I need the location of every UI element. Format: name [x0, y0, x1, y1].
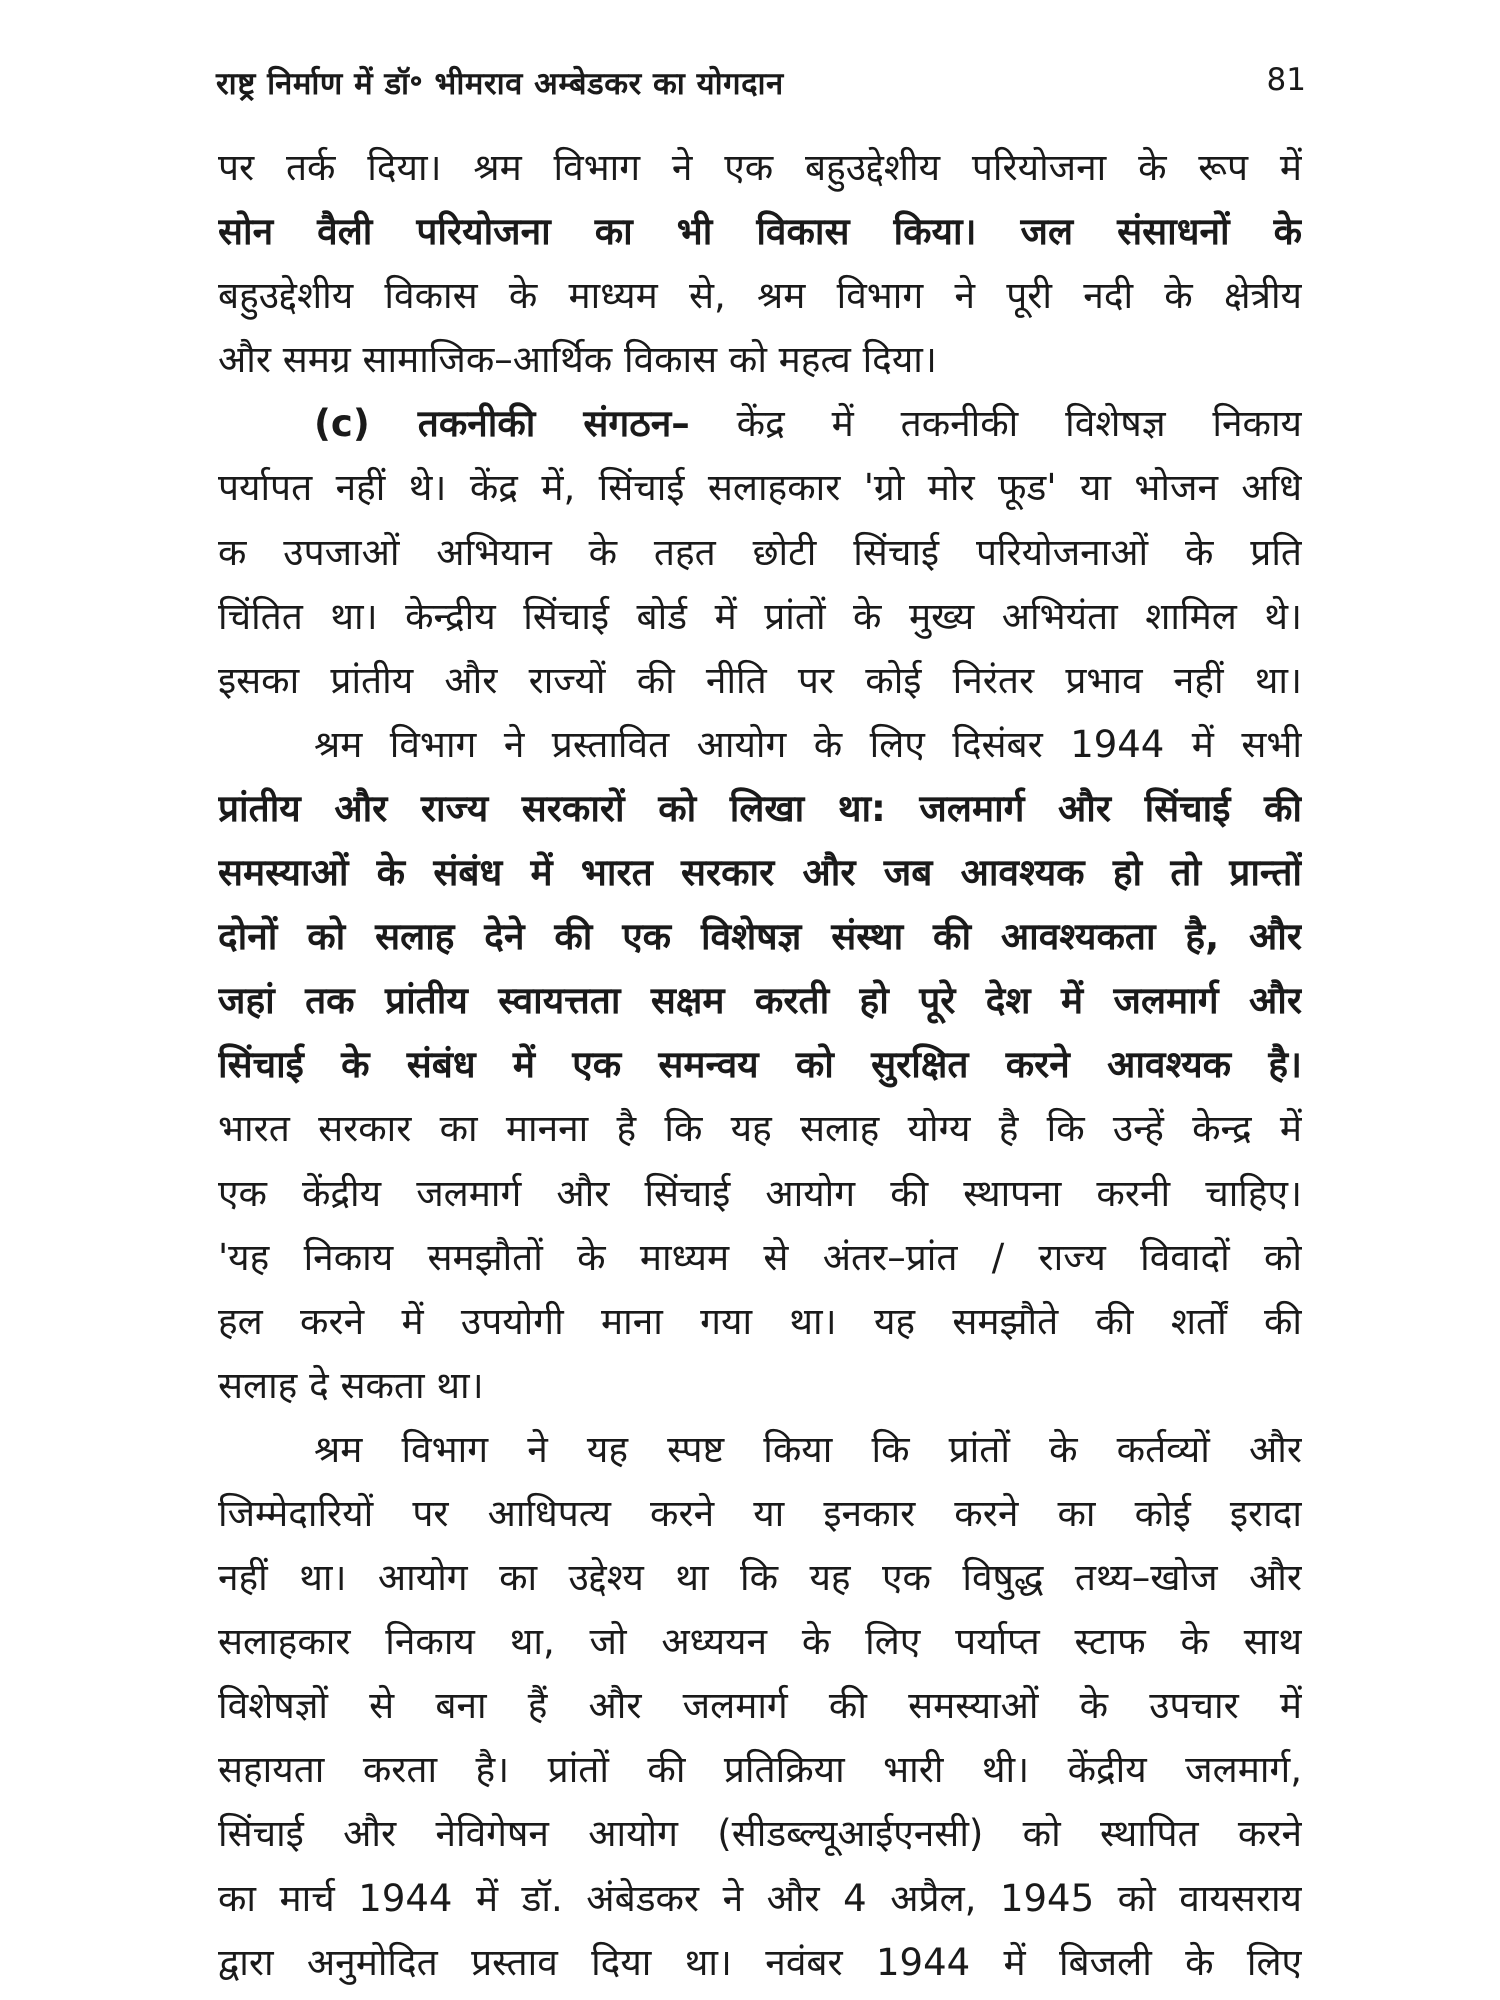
- text-line: बहुउद्देशीय विकास के माध्यम से, श्रम विभाग ने पूरी नदी के क्षेत्रीय: [218, 274, 1302, 318]
- running-header: [216, 62, 1306, 114]
- text-line: प्रांतीय और राज्य सरकारों को लिखा था: जलमार्ग और सिंचाई की: [218, 786, 1302, 830]
- text-line: सिंचाई के संबंध में एक समन्वय को सुरक्षित करने आवश्यक है।: [218, 1043, 1302, 1087]
- text-line: पर तर्क दिया। श्रम विभाग ने एक बहुउद्देशीय परियोजना के रूप में: [218, 146, 1302, 189]
- text-line: नहीं था। आयोग का उद्देश्य था कि यह एक विषुद्ध तथ्य–खोज और: [218, 1556, 1302, 1600]
- page-number: 81: [1266, 62, 1306, 98]
- text-line: सोन वैली परियोजना का भी विकास किया। जल संसाधनों के: [218, 210, 1302, 254]
- text-line: चिंतित था। केन्द्रीय सिंचाई बोर्ड में प्रांतों के मुख्य अभियंता शामिल थे।: [218, 594, 1302, 638]
- text-line: श्रम विभाग ने यह स्पष्ट किया कि प्रांतों के कर्तव्यों और: [314, 1427, 1302, 1471]
- text-line: जिम्मेदारियों पर आधिपत्य करने या इनकार करने का कोई इरादा: [218, 1491, 1302, 1535]
- text-line: सलाह दे सकता था।: [218, 1363, 484, 1407]
- section-heading: (c) तकनीकी संगठन–: [314, 402, 690, 446]
- text-line: सिंचाई और नेविगेषन आयोग (सीडब्ल्यूआईएनसी) को स्थापित करने: [218, 1812, 1302, 1856]
- text-line: हल करने में उपयोगी माना गया था। यह समझौते की शर्तों की: [218, 1299, 1302, 1343]
- text-line: एक केंद्रीय जलमार्ग और सिंचाई आयोग की स्थापना करनी चाहिए।: [218, 1171, 1302, 1215]
- text-line: विशेषज्ञों से बना हैं और जलमार्ग की समस्याओं के उपचार में: [218, 1684, 1302, 1728]
- text-line: सलाहकार निकाय था, जो अध्ययन के लिए पर्याप्त स्टाफ के साथ: [218, 1620, 1302, 1664]
- body-text: [218, 136, 1302, 1995]
- text-line: पर्यापत नहीं थे। केंद्र में, सिंचाई सलाहकार 'ग्रो मोर फूड' या भोजन अधि: [218, 466, 1302, 510]
- text-line: जहां तक प्रांतीय स्वायत्तता सक्षम करती हो पूरे देश में जलमार्ग और: [218, 979, 1302, 1023]
- text-line: श्रम विभाग ने प्रस्तावित आयोग के लिए दिसंबर 1944 में सभी: [314, 722, 1302, 766]
- section-heading-line: [218, 392, 1302, 456]
- text-fragment: केंद्र में तकनीकी विशेषज्ञ निकाय: [736, 402, 1302, 446]
- text-line: द्वारा अनुमोदित प्रस्ताव दिया था। नवंबर 1944 में बिजली के लिए: [218, 1940, 1302, 1984]
- text-line: दोनों को सलाह देने की एक विशेषज्ञ संस्था की आवश्यकता है, और: [218, 915, 1302, 959]
- text-line: इसका प्रांतीय और राज्यों की नीति पर कोई निरंतर प्रभाव नहीं था।: [218, 658, 1302, 702]
- text-line: 'यह निकाय समझौतों के माध्यम से अंतर–प्रांत / राज्य विवादों को: [218, 1235, 1302, 1279]
- text-line: क उपजाओं अभियान के तहत छोटी सिंचाई परियोजनाओं के प्रति: [218, 530, 1302, 574]
- book-title: राष्ट्र निर्माण में डॉ॰ भीमराव अम्बेडकर का योगदान: [216, 66, 784, 102]
- text-line: और समग्र सामाजिक–आर्थिक विकास को महत्व दिया।: [218, 338, 937, 382]
- text-line: का मार्च 1944 में डॉ. अंबेडकर ने और 4 अप्रैल, 1945 को वायसराय: [218, 1876, 1302, 1920]
- text-line: समस्याओं के संबंध में भारत सरकार और जब आवश्यक हो तो प्रान्तों: [218, 851, 1302, 895]
- text-line: भारत सरकार का मानना है कि यह सलाह योग्य है कि उन्हें केन्द्र में: [218, 1107, 1302, 1151]
- text-line: सहायता करता है। प्रांतों की प्रतिक्रिया भारी थी। केंद्रीय जलमार्ग,: [218, 1748, 1302, 1792]
